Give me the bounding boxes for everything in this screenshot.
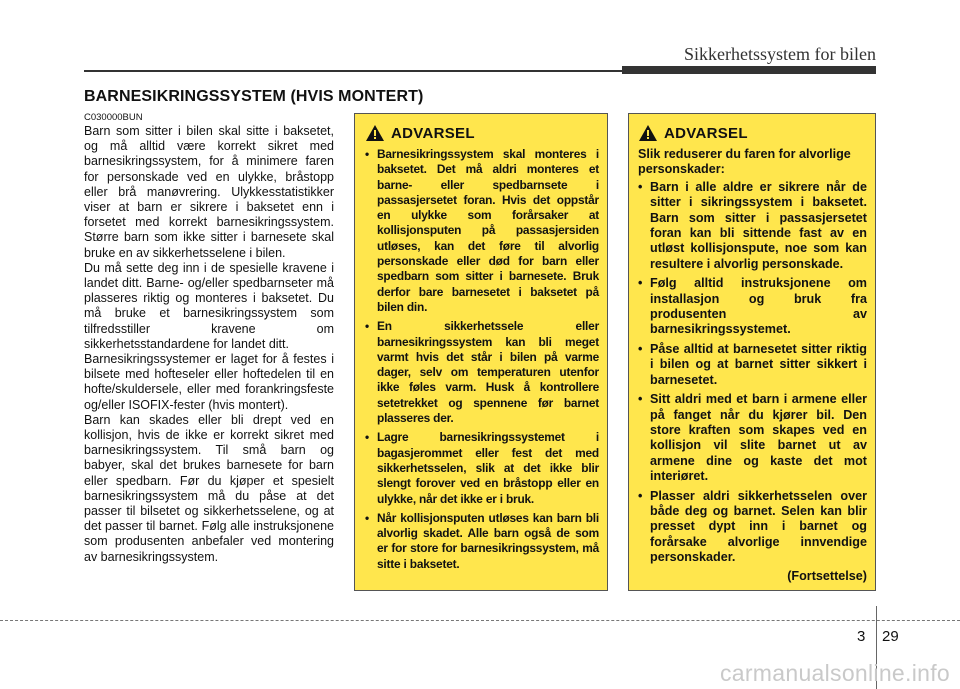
warning-list — [365, 147, 599, 572]
warning-item: • En sikkerhetssele eller barnesikringssystem kan bli meget varmt hvis det står i bilen på varme dager, selv om temperaturen utenfor ikke føles varm. Husk å kontrollere setetrekket og spennene før barnet plasseres der. — [365, 319, 599, 426]
warning-title: ADVARSEL — [391, 124, 475, 142]
warning-box-1 — [354, 113, 608, 591]
section-title: BARNESIKRINGSSYSTEM (HVIS MONTERT) — [84, 88, 424, 105]
body-paragraph: Du må sette deg inn i de spesielle kravene i landet ditt. Barne- og/eller spedbarnseter må plasseres riktig og monteres i baksetet. Du må bruke et barnesikringssystem som tilfredsstiller kravene om sikkerhetsstandardene for landet ditt. — [84, 260, 334, 351]
body-paragraph: Barn som sitter i bilen skal sitte i baksetet, og må alltid være korrekt sikret med barnesikringssystem, for å minimere faren for personskade ved en ulykke, bråstopp eller brå manøvrering. Ulykkesstatistikker viser at barn er sikrere i baksetet enn i forsetet med korrekt barnesikringssystem. Større barn som ikke sitter i barnesete skal bruke en av sikkerhetsselene i bilen. — [84, 124, 334, 260]
warning-item: • Plasser aldri sikkerhetsselen over både deg og barnet. Selen kan blir presset dypt inn i barnet og forårsake alvorlige innvendige personskader. — [638, 489, 867, 566]
warning-item: • Når kollisjonsputen utløses kan barn bli alvorlig skadet. Alle barn også de som er for store for barnesikringssystem, må sitte i baksetet. — [365, 511, 599, 572]
page-number: 29 — [882, 628, 899, 645]
warning-list — [638, 180, 867, 566]
footer-rule — [0, 620, 960, 621]
warning-item: • Lagre barnesikringssystemet i bagasjerommet eller fest det med sikkerhetsselen, slik at det ikke blir slengt forover ved en bråstopp eller en ulykke, når det ikke er i bruk. — [365, 430, 599, 506]
warning-header — [638, 124, 867, 142]
warning-triangle-icon — [638, 124, 658, 142]
warning-item: • Påse alltid at barnesetet sitter riktig i bilen og at barnet sitter sikkert i barnesetet. — [638, 342, 867, 388]
warning-item: • Sitt aldri med et barn i armene eller på fanget når du kjører bil. Den store kraften som skapes ved en kollisjon vil slite barnet ut av armene dine og kaste det mot interiøret. — [638, 392, 867, 484]
warning-intro: Slik reduserer du faren for alvorlige personskader: — [638, 147, 851, 177]
document-code: C030000BUN — [84, 112, 143, 123]
continued-label: (Fortsettelse) — [787, 568, 867, 583]
header-title: Sikkerhetssystem for bilen — [684, 44, 876, 64]
body-text — [84, 124, 334, 565]
warning-triangle-icon — [365, 124, 385, 142]
header-rule-accent — [622, 66, 876, 74]
warning-item: • Følg alltid instruksjonene om installasjon og bruk fra produsenten av barnesikringssystemet. — [638, 276, 867, 338]
warning-item: • Barnesikringssystem skal monteres i baksetet. Det må aldri monteres et barne- eller spedbarnsete i passasjersetet foran. Hvis det oppstår en ulykke som forårsaker at kollisjonsputen på passasjersiden utløses, kan det føre til alvorlig personskade eller død for barn eller spedbarn som sitter i barnesete. Bruk derfor bare barnesetet i baksetet på bilen din. — [365, 147, 599, 315]
body-paragraph: Barn kan skades eller bli drept ved en kollisjon, hvis de ikke er korrekt sikret med barnesikringssystem. Til små barn og babyer, skal det brukes barnesete for barn eller spedbarn. Før du kjøper et spesielt barnesikringssystem må du påse at det passer til bilsetet og sikkerhetsselene, og at det passer til barnet. Følg alle instruksjonene som produsenten anbefaler ved montering av barnesikringssystem. — [84, 412, 334, 564]
warning-title: ADVARSEL — [664, 124, 748, 142]
chapter-number: 3 — [857, 628, 866, 645]
warning-box-2 — [628, 113, 876, 591]
watermark: carmanualsonline.info — [719, 660, 950, 686]
warning-header — [365, 124, 599, 142]
body-paragraph: Barnesikringssystemer er laget for å festes i bilsete med hofteseler eller hoftedelen til en hofte/skuldersele, eller med forankringsfeste og/eller ISOFIX-fester (hvis montert). — [84, 352, 334, 412]
warning-item: • Barn i alle aldre er sikrere når de sitter i sikringssystem i baksetet. Barn som sitter i passasjersetet foran kan bli sittende fast av en utløst kollisjonspute, noe som kan resultere i alvorlig personskade. — [638, 180, 867, 272]
